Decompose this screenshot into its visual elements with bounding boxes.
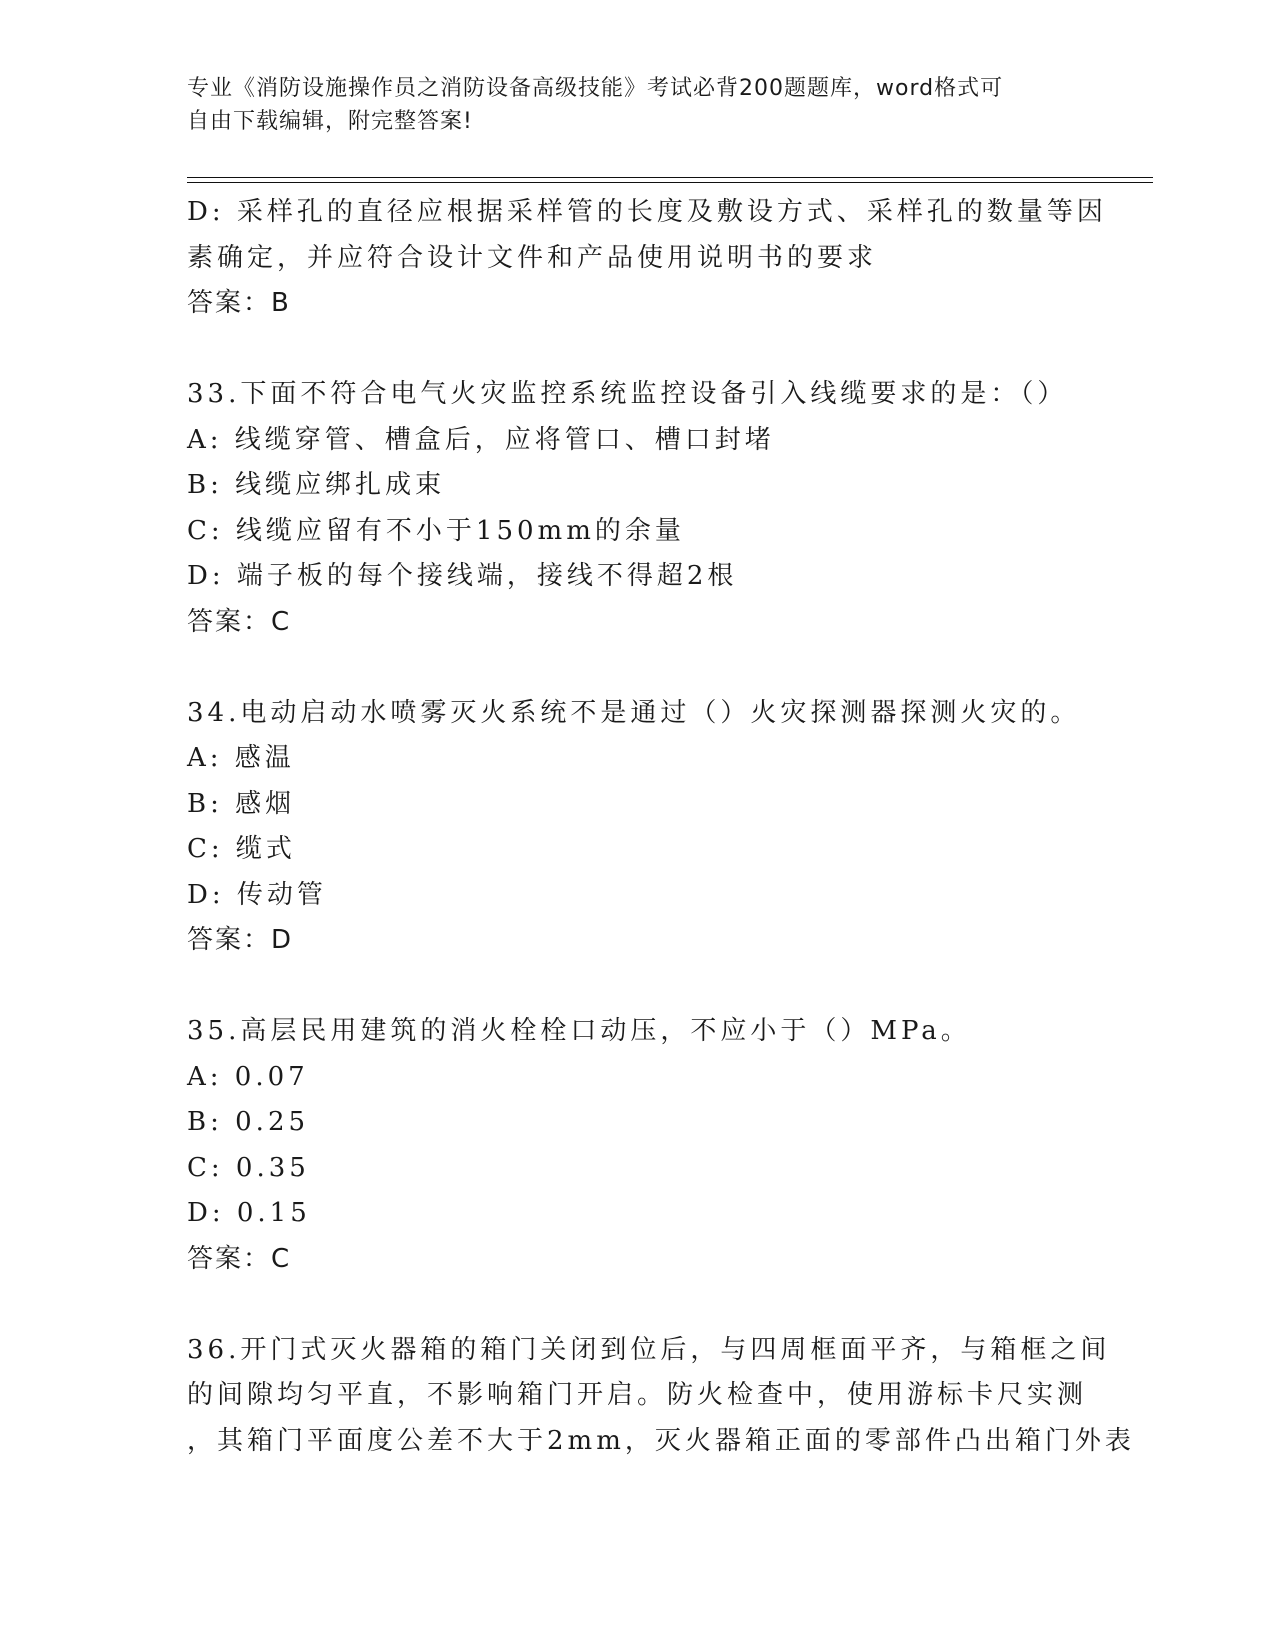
- document-header: [187, 72, 1067, 138]
- question-33: [187, 372, 1087, 645]
- answer: 答案：B: [187, 288, 291, 318]
- spacer: [187, 1282, 1087, 1328]
- question-35: [187, 1009, 1087, 1282]
- question-text-line-2: 的间隙均匀平直，不影响箱门开启。防火检查中，使用游标卡尺实测: [187, 1380, 1088, 1410]
- option-d: D: 采样孔的直径应根据采样管的长度及敷设方式、采样孔的数量等因: [187, 197, 1107, 227]
- header-line-2: 自由下载编辑，附完整答案!: [187, 109, 473, 134]
- option-d: D: 0.15: [187, 1198, 311, 1228]
- option-b: B: 感烟: [187, 788, 296, 819]
- option-a: A: 0.07: [187, 1061, 309, 1092]
- header-rule-bottom: [187, 182, 1153, 183]
- option-d: D: 传动管: [187, 879, 327, 910]
- question-text-line-3: ，其箱门平面度公差不大于2mm，灭火器箱正面的零部件凸出箱门外表: [187, 1425, 1135, 1456]
- answer: 答案：C: [187, 606, 292, 637]
- option-b: B: 0.25: [187, 1107, 310, 1137]
- question-34: [187, 691, 1087, 964]
- option-c: C: 0.35: [187, 1152, 310, 1183]
- answer: 答案：C: [187, 1243, 292, 1274]
- spacer: [187, 645, 1087, 691]
- option-c: C: 线缆应留有不小于150mm的余量: [187, 515, 685, 546]
- question-36: [187, 1328, 1135, 1465]
- spacer: [187, 964, 1087, 1010]
- spacer: [187, 327, 1087, 373]
- question-list: [187, 190, 1135, 1464]
- option-a: A: 感温: [187, 743, 295, 773]
- header-rule-top: [187, 177, 1153, 178]
- answer: 答案：D: [187, 925, 294, 955]
- option-d: D: 端子板的每个接线端，接线不得超2根: [187, 561, 738, 591]
- question-text-line-1: 36.开门式灭火器箱的箱门关闭到位后，与四周框面平齐，与箱框之间: [187, 1334, 1111, 1365]
- option-b: B: 线缆应绑扎成束: [187, 470, 446, 500]
- question-text: 34.电动启动水喷雾灭火系统不是通过（）火灾探测器探测火灾的。: [187, 697, 1081, 728]
- question-32-tail: [187, 190, 1107, 327]
- option-c: C: 缆式: [187, 834, 296, 864]
- question-text: 35.高层民用建筑的消火栓栓口动压，不应小于（）MPa。: [187, 1016, 971, 1046]
- question-text: 33.下面不符合电气火灾监控系统监控设备引入线缆要求的是：（）: [187, 379, 1068, 409]
- option-d-continued: 素确定，并应符合设计文件和产品使用说明书的要求: [187, 242, 878, 273]
- option-a: A: 线缆穿管、槽盒后，应将管口、槽口封堵: [187, 424, 775, 455]
- header-line-1: 专业《消防设施操作员之消防设备高级技能》考试必背200题题库，word格式可: [187, 76, 1004, 101]
